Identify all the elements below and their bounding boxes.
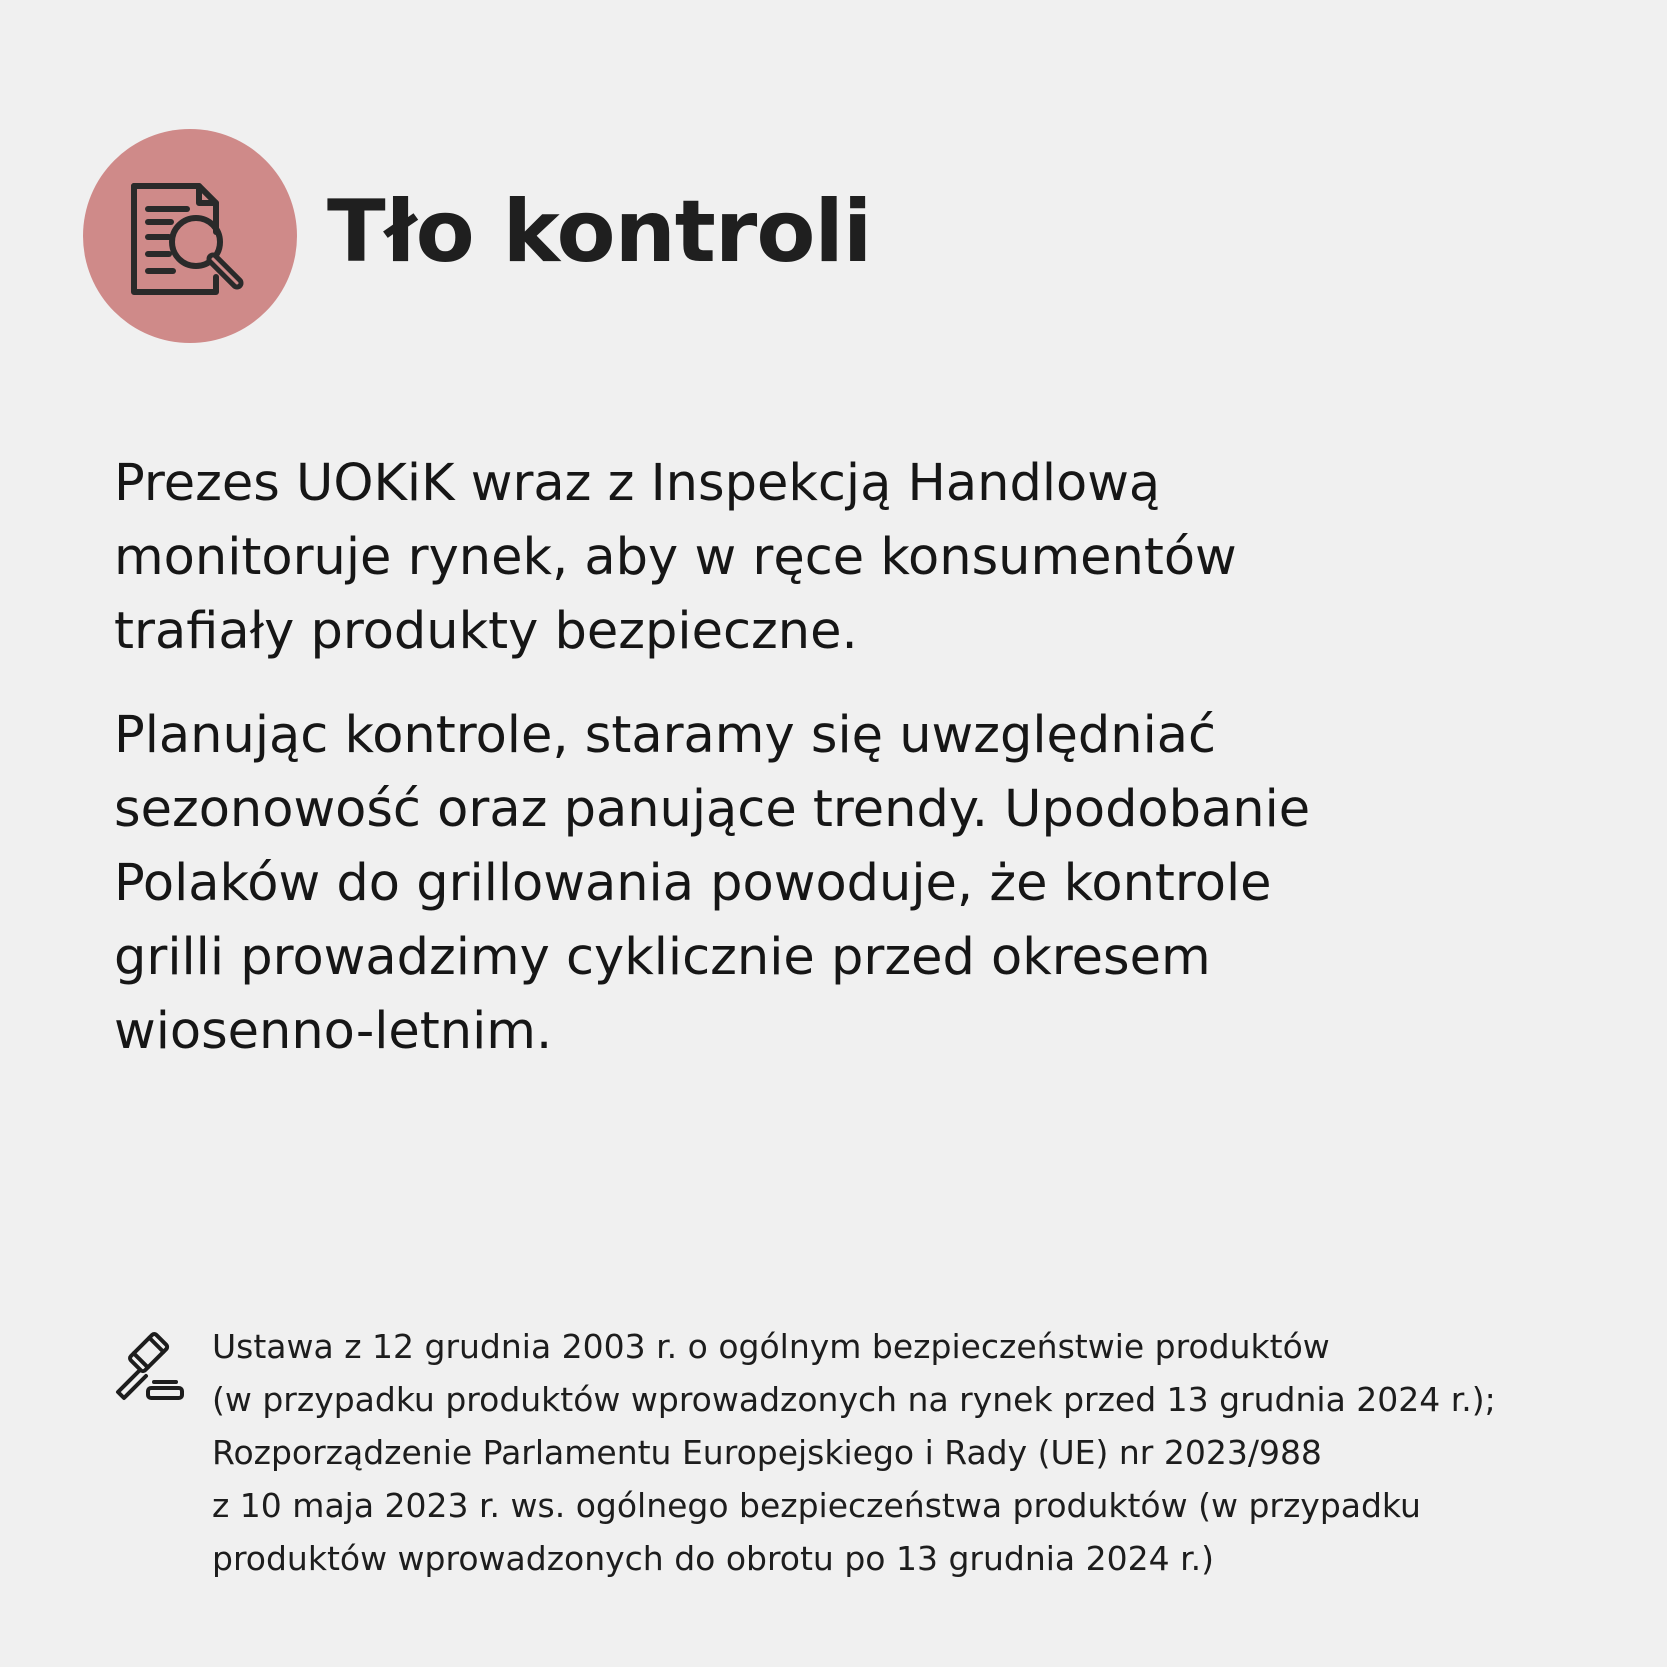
paragraph-line: Polaków do grillowania powoduje, że kontrole (114, 854, 1272, 913)
paragraph-line: grilli prowadzimy cyklicznie przed okresem (114, 928, 1211, 987)
paragraph-line: Planując kontrole, staramy się uwzględniać (114, 706, 1217, 765)
footnote-line: produktów wprowadzonych do obrotu po 13 grudnia 2024 r.) (212, 1539, 1214, 1578)
page-title: Tło kontroli (327, 182, 872, 282)
document-search-icon (83, 129, 297, 343)
paragraph-line: sezonowość oraz panujące trendy. Upodobanie (114, 780, 1311, 839)
intro-paragraph (114, 447, 1594, 669)
planning-paragraph (114, 699, 1594, 1069)
legal-footnote (212, 1320, 1496, 1585)
paragraph-line: trafiały produkty bezpieczne. (114, 602, 858, 661)
paragraph-line: wiosenno-letnim. (114, 1002, 553, 1061)
footnote-line: z 10 maja 2023 r. ws. ogólnego bezpieczeństwa produktów (w przypadku (212, 1486, 1421, 1525)
footnote-line: Ustawa z 12 grudnia 2003 r. o ogólnym bezpieczeństwie produktów (212, 1327, 1330, 1366)
gavel-icon (112, 1330, 188, 1406)
footnote-line: Rozporządzenie Parlamentu Europejskiego i Rady (UE) nr 2023/988 (212, 1433, 1322, 1472)
header-icon-badge (83, 129, 297, 343)
paragraph-line: monitoruje rynek, aby w ręce konsumentów (114, 528, 1237, 587)
footnote-line: (w przypadku produktów wprowadzonych na rynek przed 13 grudnia 2024 r.); (212, 1380, 1496, 1419)
paragraph-line: Prezes UOKiK wraz z Inspekcją Handlową (114, 454, 1161, 513)
